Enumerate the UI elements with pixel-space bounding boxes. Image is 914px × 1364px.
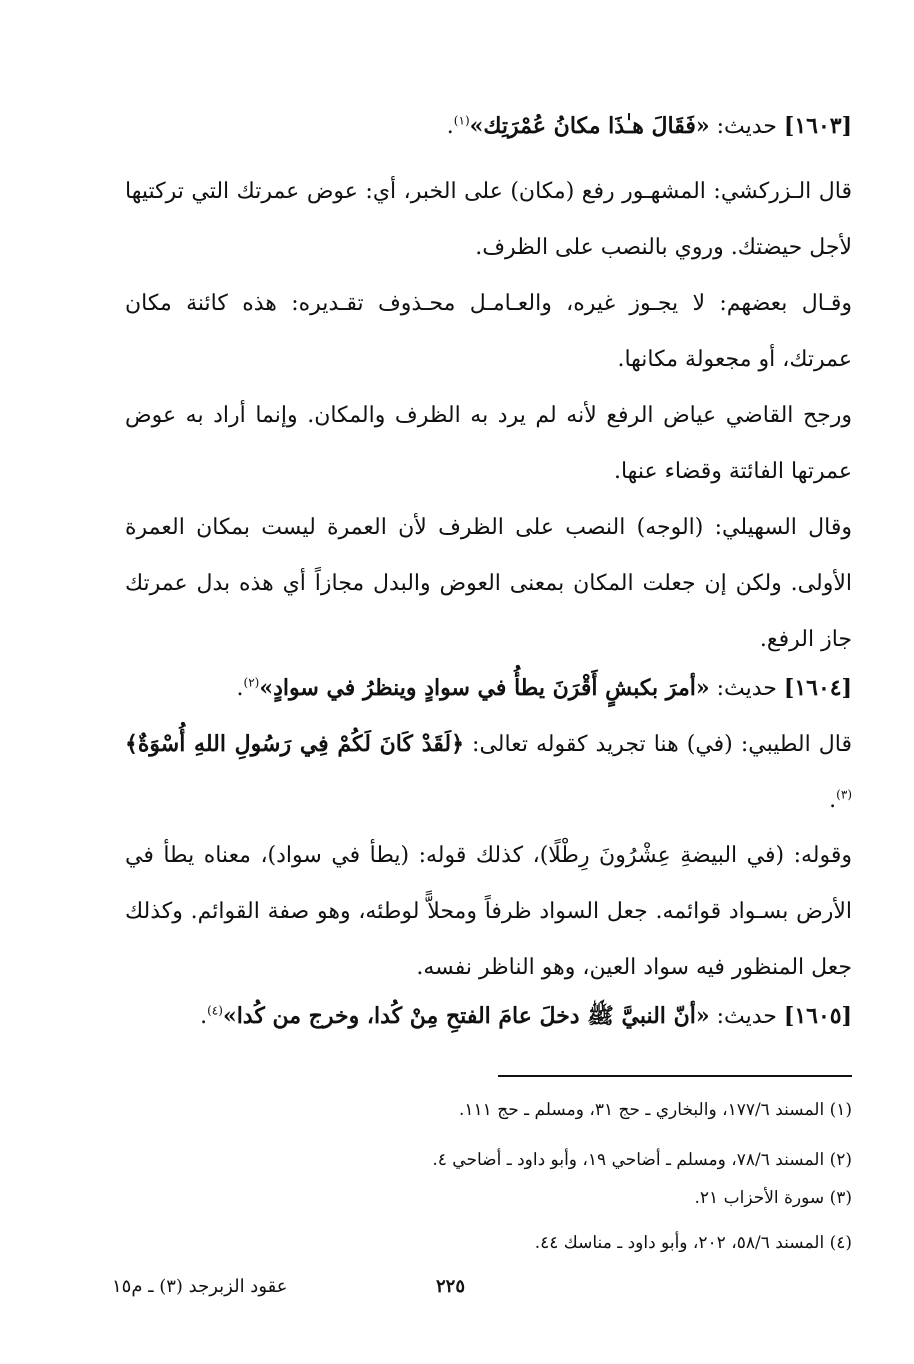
footnote-ref: (٤) bbox=[207, 1003, 223, 1018]
footnote-ref: (٢) bbox=[243, 675, 260, 690]
quran-verse: ﴿لَقَدْ كَانَ لَكُمْ فِي رَسُولِ اللهِ أُسْوَةٌ﴾ bbox=[125, 731, 464, 757]
entry-1605 bbox=[125, 988, 852, 1045]
page-number: ٢٢٥ bbox=[436, 1276, 466, 1297]
entry-1603 bbox=[125, 98, 852, 155]
paragraph-suhayli: وقال السهيلي: (الوجه) النصب على الظرف لأن العمرة ليست بمكان العمرة الأولى. ولكن إن جعلت المكان بمعنى العوض والبدل مجازاً أي هذه بدل عمرتك جاز الرفع. bbox=[125, 515, 852, 652]
footnote-4: (٤) المسند ٥٨/٦، ٢٠٢، وأبو داود ـ مناسك ٤٤. bbox=[534, 1233, 852, 1253]
paragraph-qawluhu: وقوله: (في البيضةِ عِشْرُونَ رِطْلًا)، كذلك قوله: (يطأ في سواد)، معناه يطأ في الأرض بسـواد قوائمه. جعل السواد ظرفاً ومحلاًّ لوطئه، وهو صفة القوائم. وكذلك جعل المنظور فيه سواد العين، وهو الناظر نفسه. bbox=[125, 843, 852, 980]
entry-number: [١٦٠٤] bbox=[783, 675, 852, 701]
entry-1604 bbox=[125, 660, 852, 717]
footnote-3: (٣) سورة الأحزاب ٢١. bbox=[694, 1188, 852, 1208]
paragraph-baadihim: وقـال بعضهم: لا يجـوز غيره، والعـامـل محـذوف تقـديره: هذه كائنة مكان عمرتك، أو مجعولة مكانها. bbox=[125, 291, 852, 372]
footnote-divider bbox=[498, 1075, 852, 1077]
footnote-ref: (١) bbox=[453, 113, 470, 128]
end-mark: . bbox=[236, 676, 244, 701]
hadith-text: «فَقَالَ هـٰذَا مكانُ عُمْرَتِك» bbox=[469, 113, 710, 139]
footnote-1: (١) المسند ١٧٧/٦، والبخاري ـ حج ٣١، ومسلم ـ حج ١١١. bbox=[459, 1100, 852, 1120]
entry-label: حديث: bbox=[716, 114, 777, 139]
tibi-text: قال الطيبي: (في) هنا تجريد كقوله تعالى: bbox=[472, 732, 852, 757]
entry-number: [١٦٠٣] bbox=[783, 113, 852, 139]
entry-number: [١٦٠٥] bbox=[783, 1003, 852, 1029]
entry-label: حديث: bbox=[716, 1004, 777, 1029]
hadith-text: «أمرَ بكبشٍ أَقْرَنَ يطأُ في سوادٍ وينظرُ في سوادٍ» bbox=[259, 675, 710, 701]
end-mark: . bbox=[446, 114, 454, 139]
end-mark: . bbox=[829, 788, 837, 813]
footnote-ref: (٣) bbox=[836, 787, 852, 802]
paragraph-tibi bbox=[125, 716, 852, 829]
paragraph-zarkashi: قال الـزركشي: المشهـور رفع (مكان) على الخبر، أي: عوض عمرتك التي تركتيها لأجل حيضتك. وروي بالنصب على الظرف. bbox=[125, 179, 852, 260]
hadith-text: «أنّ النبيَّ ﷺ دخلَ عامَ الفتحِ مِنْ كُدا، وخرج من كُدا» bbox=[222, 1003, 710, 1029]
footnote-2: (٢) المسند ٧٨/٦، ومسلم ـ أضاحي ١٩، وأبو داود ـ أضاحي ٤. bbox=[432, 1150, 852, 1170]
paragraph-qadi-iyad: ورجح القاضي عياض الرفع لأنه لم يرد به الظرف والمكان. وإنما أراد به عوض عمرتها الفائتة وقضاء عنها. bbox=[125, 403, 852, 484]
end-mark: . bbox=[200, 1004, 208, 1029]
entry-label: حديث: bbox=[716, 676, 777, 701]
signature-mark: عقود الزبرجد (٣) ـ م١٥ bbox=[112, 1276, 288, 1297]
